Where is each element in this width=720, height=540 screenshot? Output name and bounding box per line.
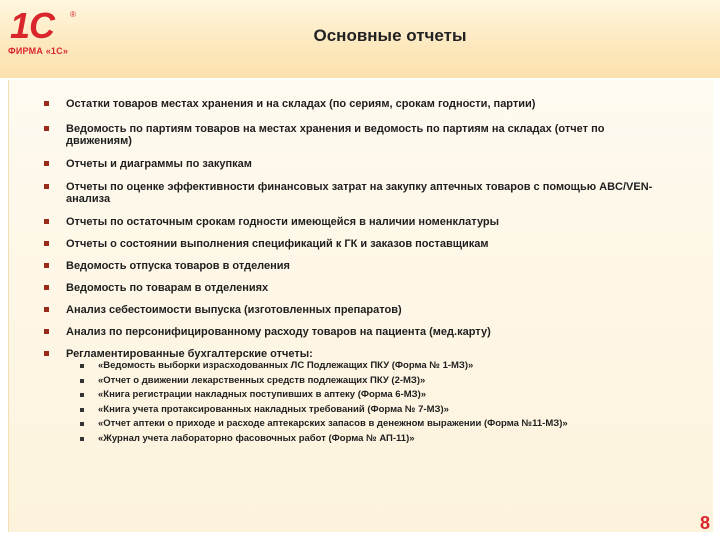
logo-mark: 1С (10, 5, 55, 46)
list-item (44, 304, 664, 316)
accounting-report-sublist (80, 360, 640, 447)
list-item (44, 158, 664, 170)
bullet-square-icon (44, 241, 49, 246)
list-item (44, 282, 664, 294)
list-item-text: Остатки товаров местах хранения и на складах (по сериям, срокам годности, партии) (66, 98, 536, 110)
list-item-text: Ведомость отпуска товаров в отделения (66, 260, 290, 272)
bullet-square-icon (44, 329, 49, 334)
list-item (44, 260, 664, 272)
sublist-item (80, 404, 640, 419)
bullet-dot-icon (80, 364, 84, 368)
bullet-dot-icon (80, 379, 84, 383)
list-item (44, 123, 664, 147)
list-item (44, 348, 664, 360)
list-item-text: Отчеты и диаграммы по закупкам (66, 158, 252, 170)
list-item-text: Анализ себестоимости выпуска (изготовленных препаратов) (66, 304, 402, 316)
list-item-text: Ведомость по товарам в отделениях (66, 282, 269, 294)
sublist-item-text: «Отчет о движении лекарственных средств подлежащих ПКУ (2-МЗ)» (98, 374, 426, 386)
logo-caption: ФИРМА «1С» (8, 46, 69, 56)
sublist-item-text: «Книга регистрации накладных поступивших в аптеку (Форма 6-МЗ)» (98, 389, 427, 400)
bullet-square-icon (44, 219, 49, 224)
sublist-item (80, 418, 640, 433)
sublist-item (80, 360, 640, 375)
list-item (44, 238, 664, 250)
bullet-dot-icon (80, 408, 84, 412)
bullet-square-icon (44, 101, 49, 106)
list-item-text: Отчеты по оценке эффективности финансовых затрат на закупку аптечных товаров с помощью ABC/VEN-анализа (66, 181, 653, 205)
bullet-square-icon (44, 126, 49, 131)
list-item (44, 326, 664, 338)
list-item (44, 216, 664, 228)
bullet-square-icon (44, 285, 49, 290)
sublist-item-text: «Книга учета протаксированных накладных требований (Форма № 7-МЗ)» (98, 403, 449, 415)
list-item-text: Ведомость по партиям товаров на местах хранения и ведомость по партиям на складах (отчет по движениям) (66, 123, 605, 147)
sublist-item (80, 375, 640, 390)
list-item-text: Отчеты по остаточным срокам годности имеющейся в наличии номенклатуры (66, 216, 500, 228)
bullet-square-icon (44, 307, 49, 312)
sublist-item-text: «Журнал учета лабораторно фасовочных работ (Форма № АП-11)» (98, 432, 415, 444)
list-item-text: Отчеты о состоянии выполнения спецификаций к ГК и заказов поставщикам (66, 238, 489, 250)
sublist-item (80, 433, 640, 448)
list-item-text: Регламентированные бухгалтерские отчеты: (66, 348, 313, 360)
list-item (44, 98, 664, 110)
list-item (44, 181, 664, 205)
bullet-dot-icon (80, 422, 84, 426)
bullet-square-icon (44, 351, 49, 356)
sublist-item-text: «Отчет аптеки о приходе и расходе аптекарских запасов в денежном выражении (Форма №11-МЗ)» (98, 418, 568, 429)
slide-title: Основные отчеты (313, 26, 467, 45)
sublist-item (80, 389, 640, 404)
bullet-square-icon (44, 263, 49, 268)
bullet-square-icon (44, 184, 49, 189)
report-list (44, 98, 664, 360)
logo-registered-mark: ® (70, 10, 76, 19)
bullet-dot-icon (80, 393, 84, 397)
page-number: 8 (699, 513, 710, 533)
list-item-text: Анализ по персонифицированному расходу товаров на пациента (мед.карту) (66, 326, 491, 338)
bullet-dot-icon (80, 437, 84, 441)
sublist-item-text: «Ведомость выборки израсходованных ЛС Подлежащих ПКУ (Форма № 1-МЗ)» (98, 360, 474, 371)
bullet-square-icon (44, 161, 49, 166)
